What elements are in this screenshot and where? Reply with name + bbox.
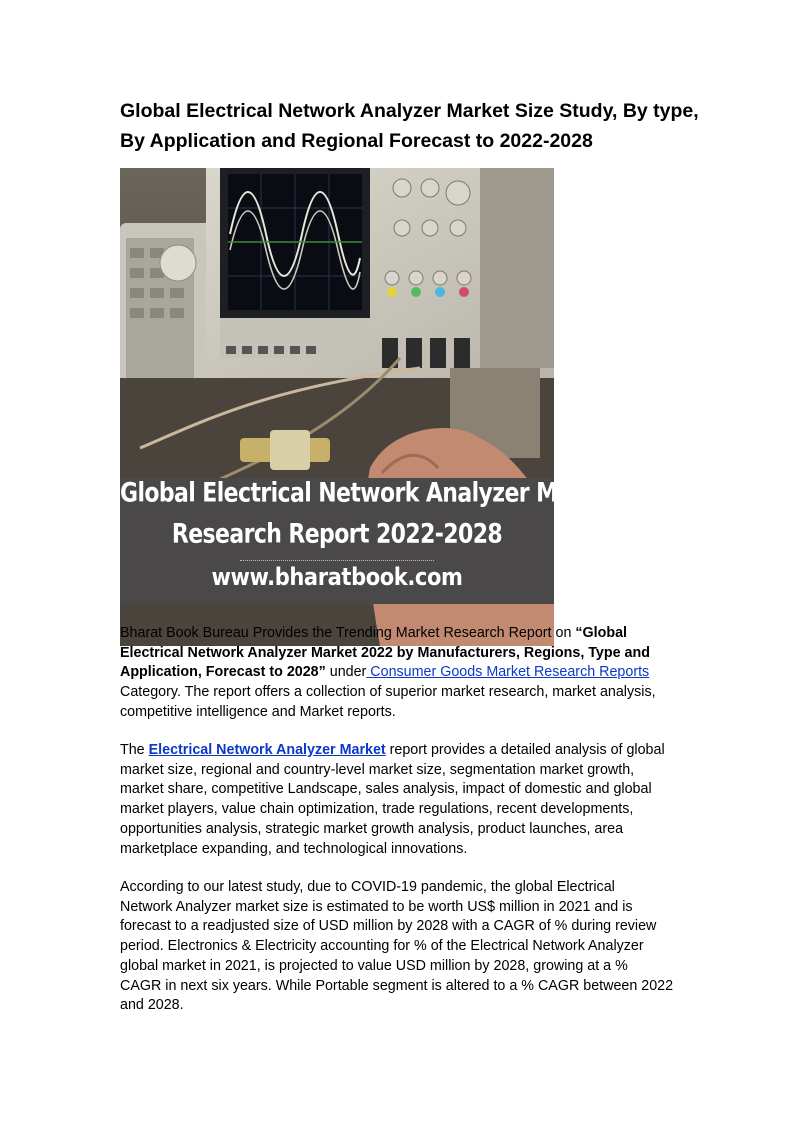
text-line [120, 663, 680, 683]
document-title [120, 96, 700, 156]
electrical-network-analyzer-market-link[interactable]: Electrical Network Analyzer Market [148, 742, 386, 758]
text-run: under [325, 664, 367, 681]
text-line: forecast to a readjusted size of USD million by 2028 with a CAGR of % during review [120, 918, 657, 935]
text-run: Bharat Book Bureau Provides the Trending Market Research Report on [120, 625, 576, 641]
text-line: market share, competitive Landscape, sales analysis, impact of domestic and global [120, 781, 652, 798]
banner-divider [240, 560, 434, 561]
text-run: report provides a detailed analysis of global [385, 742, 665, 758]
report-cover-image [120, 168, 620, 604]
bold-run: Application, Forecast to 2028” [120, 664, 326, 681]
text-line: period. Electronics & Electricity accounting for % of the Electrical Network Analyzer [120, 938, 644, 955]
text-line: marketplace expanding, and technological innovations. [120, 840, 468, 857]
banner-subtitle-line: Research Report 2022-2028 [171, 519, 503, 550]
text-line: market size, regional and country-level market size, segmentation market growth, [120, 761, 635, 778]
title-line: Global Electrical Network Analyzer Market Size Study, By type, [120, 100, 699, 122]
study-paragraph [120, 878, 680, 1016]
analysis-paragraph [120, 741, 680, 859]
text-line: global market in 2021, is projected to value USD million by 2028, growing at a % [120, 957, 628, 974]
text-line: and 2028. [120, 997, 184, 1014]
text-line: opportunities analysis, strategic market growth analysis, product launches, area [120, 820, 624, 837]
consumer-goods-reports-link[interactable]: Consumer Goods Market Research Reports [366, 664, 650, 681]
text-line: Category. The report offers a collection of superior market research, market analysis, [120, 684, 656, 701]
text-run: The [120, 742, 149, 758]
bold-run: “Global [575, 625, 628, 641]
text-line: According to our latest study, due to COVID-19 pandemic, the global Electrical [120, 879, 615, 895]
banner-url: www.bharatbook.com [211, 563, 463, 591]
text-line [120, 624, 680, 644]
intro-paragraph [120, 624, 680, 723]
text-line: competitive intelligence and Market reports. [120, 703, 396, 720]
bold-run: Electrical Network Analyzer Market 2022 by Manufacturers, Regions, Type and [120, 644, 650, 661]
text-line [120, 741, 680, 761]
text-line [120, 644, 680, 664]
banner-title-line: Global Electrical Network Analyzer Market [120, 478, 620, 509]
text-line: Network Analyzer market size is estimated to be worth US$ million in 2021 and is [120, 898, 633, 915]
text-line: CAGR in next six years. While Portable segment is altered to a % CAGR between 2022 [120, 977, 674, 994]
title-line: By Application and Regional Forecast to 2022-2028 [120, 130, 593, 152]
text-line: market players, value chain optimization, trade regulations, recent developments, [120, 801, 634, 818]
